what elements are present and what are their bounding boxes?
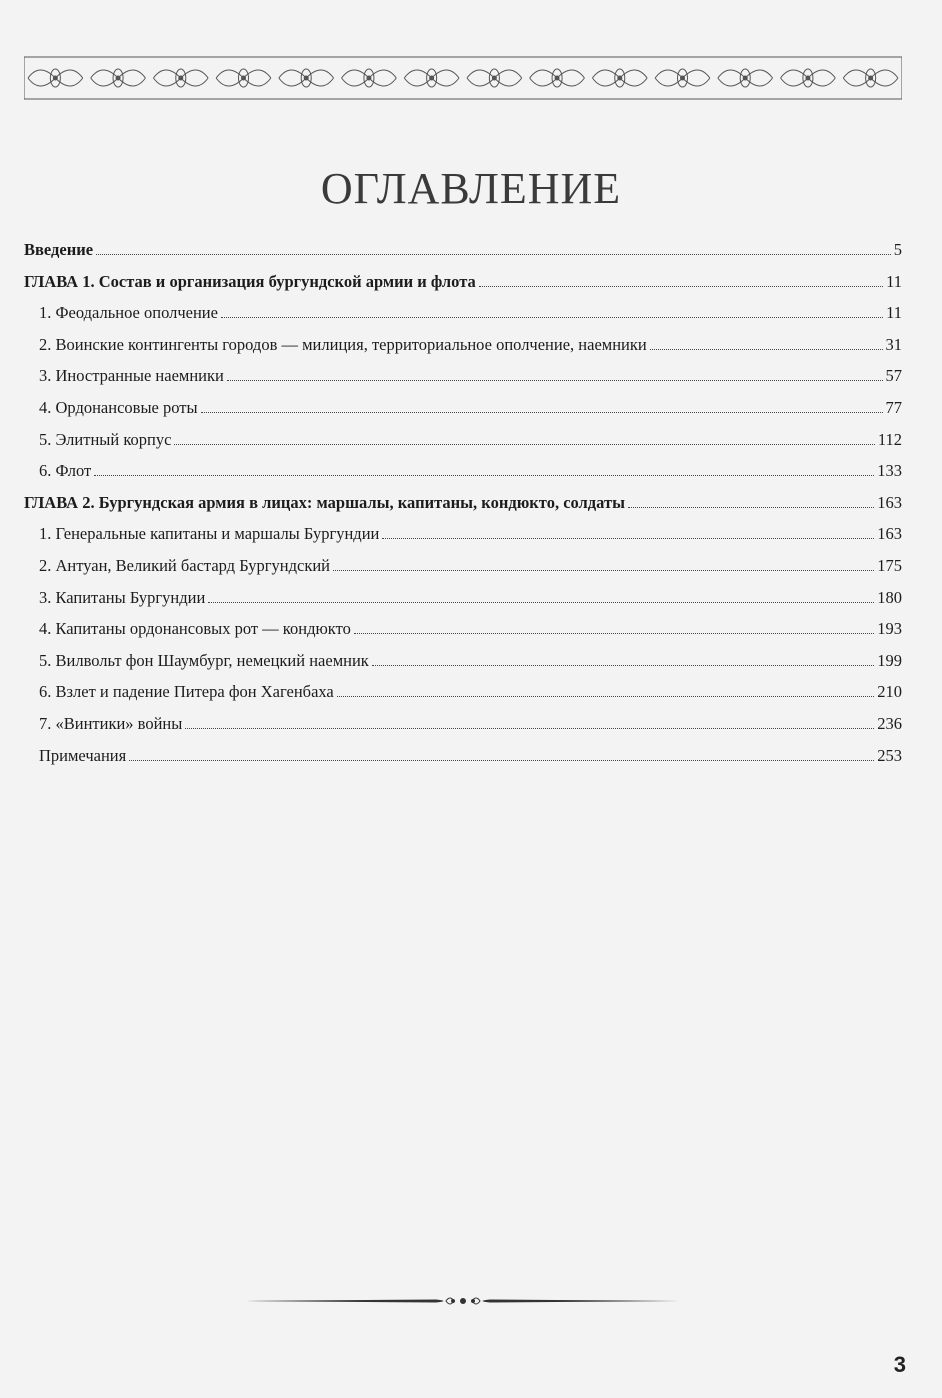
toc-entry-page: 253	[877, 745, 902, 765]
dot-leader	[94, 462, 874, 476]
toc-entry-label: Введение	[24, 240, 94, 259]
dot-leader	[479, 273, 883, 287]
dot-leader	[201, 399, 883, 413]
dot-leader	[354, 620, 874, 634]
dot-leader	[650, 336, 883, 350]
dot-leader	[628, 494, 874, 508]
toc-entry-page: 163	[877, 524, 902, 544]
toc-entry-label: ГЛАВА 2. Бургундская армия в лицах: маршалы, капитаны, кондюкто, солдаты	[24, 492, 625, 512]
toc-entry	[24, 461, 902, 493]
toc-entry	[24, 272, 902, 304]
toc-entry	[24, 619, 902, 651]
toc-entry-page: 31	[885, 334, 902, 354]
dot-leader	[185, 715, 874, 729]
dot-leader	[208, 589, 874, 603]
toc-entry-label: Примечания	[39, 745, 127, 765]
toc-entry-label: 2. Воинские контингенты городов — милиция, территориальное ополчение, наемники	[39, 334, 647, 354]
dot-leader	[333, 557, 874, 571]
dot-leader	[337, 683, 875, 697]
toc-entry-page: 5	[893, 240, 902, 259]
table-of-contents	[24, 240, 902, 777]
toc-entry-label: 7. «Винтики» войны	[39, 713, 183, 733]
toc-entry-page: 112	[877, 429, 902, 449]
toc-entry	[24, 398, 902, 430]
toc-entry	[24, 714, 902, 746]
dot-leader	[221, 304, 883, 318]
toc-entry-label: 4. Ордонансовые роты	[39, 397, 198, 417]
toc-entry-page: 180	[877, 587, 902, 607]
toc-entry-label: 1. Феодальное ополчение	[39, 303, 218, 323]
toc-entry	[24, 524, 902, 556]
toc-entry-page: 133	[877, 461, 902, 481]
toc-entry-label: 3. Иностранные наемники	[39, 366, 224, 386]
toc-entry	[24, 651, 902, 683]
toc-entry	[24, 588, 902, 620]
toc-entry	[24, 746, 902, 778]
toc-entry	[24, 303, 902, 335]
toc-entry	[24, 430, 902, 462]
dot-leader	[382, 525, 874, 539]
toc-entry-label: 5. Элитный корпус	[39, 429, 172, 449]
toc-entry-page: 163	[877, 492, 902, 512]
toc-entry-page: 11	[886, 303, 902, 323]
toc-entry-label: 1. Генеральные капитаны и маршалы Бургундии	[39, 524, 380, 544]
toc-entry-label: 6. Взлет и падение Питера фон Хагенбаха	[39, 682, 334, 702]
dot-leader	[129, 747, 874, 761]
toc-entry	[24, 366, 902, 398]
toc-entry-page: 236	[877, 713, 902, 733]
toc-entry-page: 210	[877, 682, 902, 702]
toc-entry-label: 6. Флот	[39, 461, 92, 481]
toc-entry-label: 2. Антуан, Великий бастард Бургундский	[39, 555, 331, 575]
divider-flourish-icon	[246, 1291, 680, 1311]
toc-entry	[24, 335, 902, 367]
page-number: 3	[893, 1352, 906, 1377]
toc-entry-page: 193	[877, 619, 902, 639]
dot-leader	[372, 652, 874, 666]
toc-entry-page: 175	[877, 555, 902, 575]
toc-entry-page: 77	[885, 397, 902, 417]
page-title: ОГЛАВЛЕНИЕ	[320, 164, 622, 213]
dot-leader	[174, 431, 874, 445]
toc-entry-label: ГЛАВА 1. Состав и организация бургундской армии и флота	[24, 271, 476, 291]
dot-leader	[227, 367, 883, 381]
toc-entry	[24, 240, 902, 272]
dot-leader	[96, 241, 891, 255]
toc-entry	[24, 682, 902, 714]
toc-entry-page: 57	[885, 366, 902, 386]
toc-entry-page: 199	[877, 650, 902, 670]
toc-entry	[24, 493, 902, 525]
floral-border-ornament-icon	[24, 55, 902, 101]
toc-entry-label: 3. Капитаны Бургундии	[39, 587, 206, 607]
toc-entry	[24, 556, 902, 588]
toc-entry-label: 4. Капитаны ордонансовых рот — кондюкто	[39, 619, 351, 639]
toc-entry-page: 11	[886, 271, 902, 291]
toc-entry-label: 5. Вилвольт фон Шаумбург, немецкий наемник	[39, 650, 369, 670]
